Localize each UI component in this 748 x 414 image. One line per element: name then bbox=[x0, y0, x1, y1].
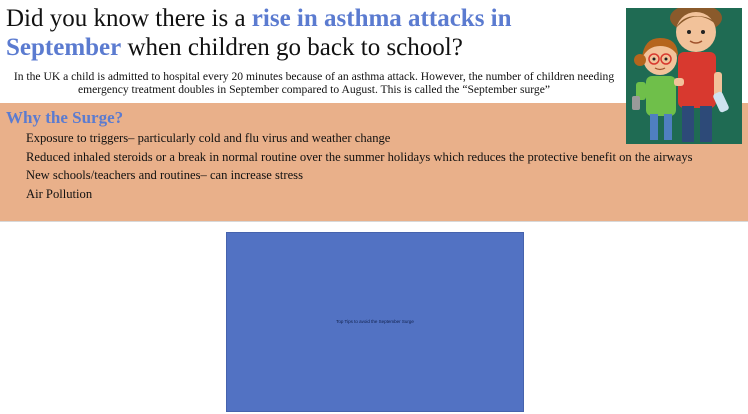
intro-paragraph: In the UK a child is admitted to hospital every 20 minutes because of an asthma attack. However, the number of children needing emergency treatment doubles in September compared to August. This is called the “September surge” bbox=[13, 70, 615, 96]
children-illustration-graphic bbox=[626, 8, 742, 144]
children-inhaler-illustration bbox=[626, 8, 742, 144]
surge-reasons-list bbox=[26, 129, 693, 203]
headline-accent: rise in asthma attacks in September bbox=[6, 5, 512, 61]
video-caption: Top Tips to avoid the September Surge bbox=[336, 319, 414, 324]
section-divider bbox=[0, 221, 748, 222]
surge-reason-item: Exposure to triggers– particularly cold and flu virus and weather change bbox=[26, 131, 391, 145]
headline-text-start: Did you know there is a bbox=[6, 5, 252, 32]
page-headline bbox=[6, 4, 626, 62]
why-surge-title: Why the Surge? bbox=[6, 108, 124, 127]
surge-reason-item: New schools/teachers and routines– can increase stress bbox=[26, 168, 303, 182]
surge-reason-item: Reduced inhaled steroids or a break in normal routine over the summer holidays which reduces the protective benefit on the airways bbox=[26, 149, 693, 164]
top-tips-video-player[interactable] bbox=[226, 232, 524, 412]
surge-reason-item: Air Pollution bbox=[26, 186, 93, 201]
headline-text-end: when children go back to school? bbox=[121, 34, 463, 61]
